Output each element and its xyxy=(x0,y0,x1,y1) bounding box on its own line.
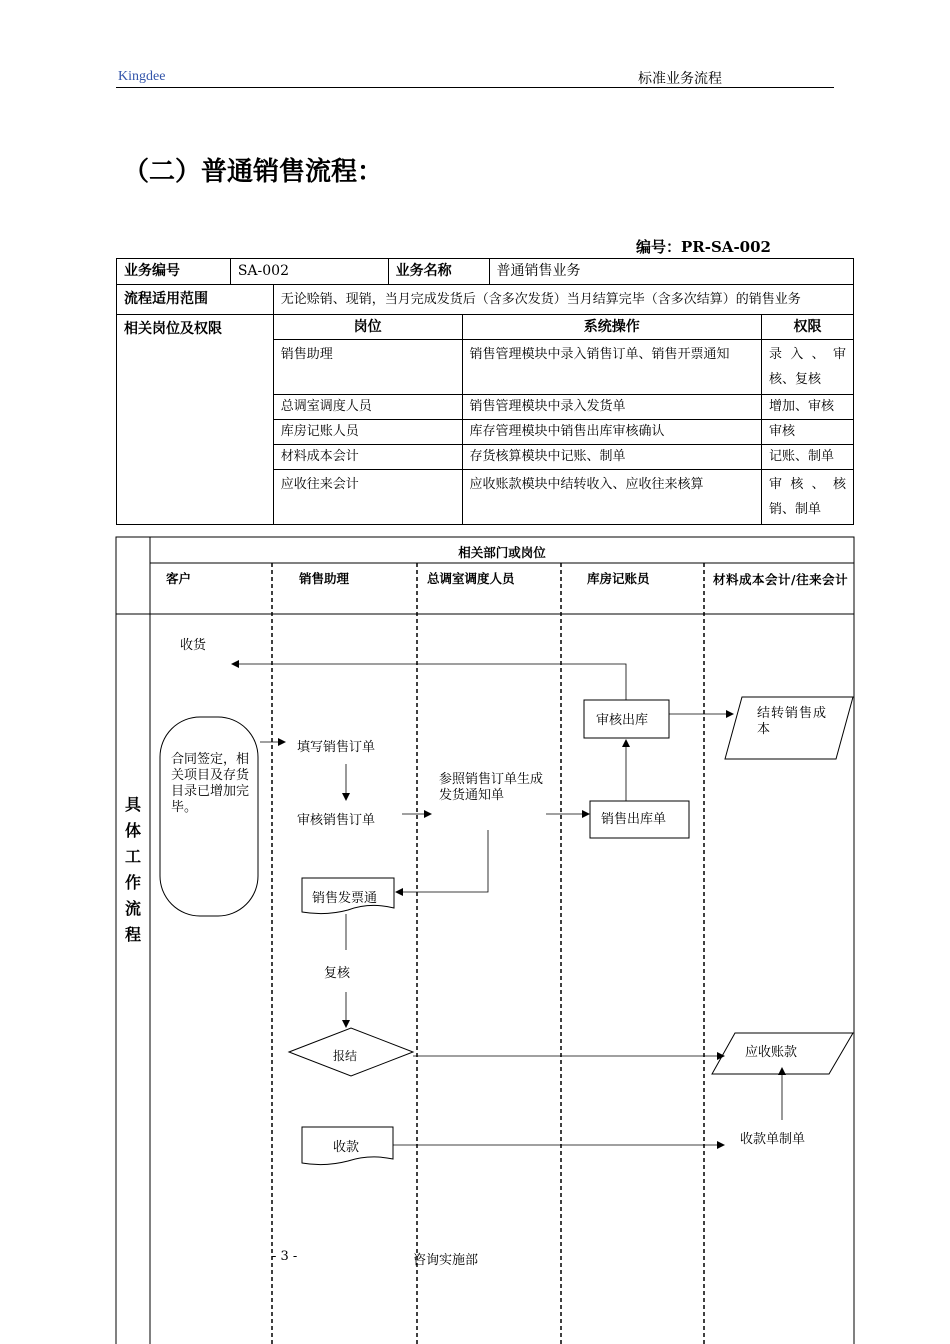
role-post: 应收往来会计 xyxy=(273,470,462,525)
roles-header-op: 系统操作 xyxy=(462,315,762,340)
contract-shape xyxy=(160,717,258,916)
col-sales-assistant: 销售助理 xyxy=(299,571,350,586)
node-review-order: 审核销售订单 xyxy=(297,813,376,828)
role-op: 应收账款模块中结转收入、应收往来核算 xyxy=(462,470,762,525)
node-collect: 收款 xyxy=(333,1140,360,1155)
scope-value: 无论赊销、现销，当月完成发货后（含多次发货）当月结算完毕（含多次结算）的销售业务 xyxy=(273,285,853,315)
role-perm: 记账、制单 xyxy=(762,445,854,470)
role-post: 销售助理 xyxy=(273,340,462,395)
doc-code: 编号：PR-SA-002 xyxy=(636,238,771,256)
node-settle: 报结 xyxy=(333,1049,358,1063)
node-receive: 收货 xyxy=(180,638,207,653)
roles-label: 相关岗位及权限 xyxy=(117,315,274,525)
roles-header-post: 岗位 xyxy=(273,315,462,340)
node-delivery-notice: 参照销售订单生成发货通知单 xyxy=(439,772,544,803)
node-carry-cost: 结转销售成本 xyxy=(757,706,828,737)
page-title: （二）普通销售流程： xyxy=(123,157,384,187)
node-receipt-doc: 收款单制单 xyxy=(740,1132,806,1147)
arrow-to-receive xyxy=(232,664,626,700)
col-accountant: 材料成本会计/往来会计 xyxy=(713,572,849,587)
col-customer: 客户 xyxy=(166,571,192,586)
node-receivable: 应收账款 xyxy=(745,1045,798,1060)
node-recheck: 复核 xyxy=(324,966,351,981)
role-perm: 录入、审核、复核 xyxy=(762,340,854,395)
biz-code-label: 业务编号 xyxy=(117,259,231,285)
doc-title: 标准业务流程 xyxy=(638,71,722,87)
role-op: 库存管理模块中销售出库审核确认 xyxy=(462,420,762,445)
role-post: 库房记账人员 xyxy=(273,420,462,445)
dept-header: 相关部门或岗位 xyxy=(458,545,546,560)
scope-label: 流程适用范围 xyxy=(117,285,274,315)
biz-code-value: SA-002 xyxy=(230,259,388,285)
page-number: - 3 - xyxy=(272,1249,298,1264)
node-audit-out: 审核出库 xyxy=(596,713,649,728)
node-contract: 合同签定，相关项目及存货目录已增加完毕。 xyxy=(171,752,250,815)
role-op: 销售管理模块中录入销售订单、销售开票通知 xyxy=(462,340,762,395)
roles-header-perm: 权限 xyxy=(762,315,854,340)
node-fill-order: 填写销售订单 xyxy=(297,740,376,755)
role-post: 总调室调度人员 xyxy=(273,395,462,420)
flow-frame xyxy=(116,537,854,1344)
side-label: 具 体 工 作 流 程 xyxy=(124,795,141,944)
role-perm: 增加、审核 xyxy=(762,395,854,420)
role-op: 销售管理模块中录入发货单 xyxy=(462,395,762,420)
role-perm: 审核 xyxy=(762,420,854,445)
arrow-notice-invoice xyxy=(396,830,488,892)
role-post: 材料成本会计 xyxy=(273,445,462,470)
role-perm: 审核、核销、制单 xyxy=(762,470,854,525)
biz-name-label: 业务名称 xyxy=(388,259,489,285)
role-op: 存货核算模块中记账、制单 xyxy=(462,445,762,470)
brand-name: Kingdee xyxy=(118,69,166,84)
node-stock-out: 销售出库单 xyxy=(601,812,667,827)
footer-dept: 咨询实施部 xyxy=(413,1253,479,1268)
col-warehouse: 库房记账员 xyxy=(587,571,650,586)
biz-name-value: 普通销售业务 xyxy=(489,259,854,285)
col-dispatcher: 总调室调度人员 xyxy=(427,571,515,586)
node-invoice-notice: 销售发票通 xyxy=(312,891,378,906)
